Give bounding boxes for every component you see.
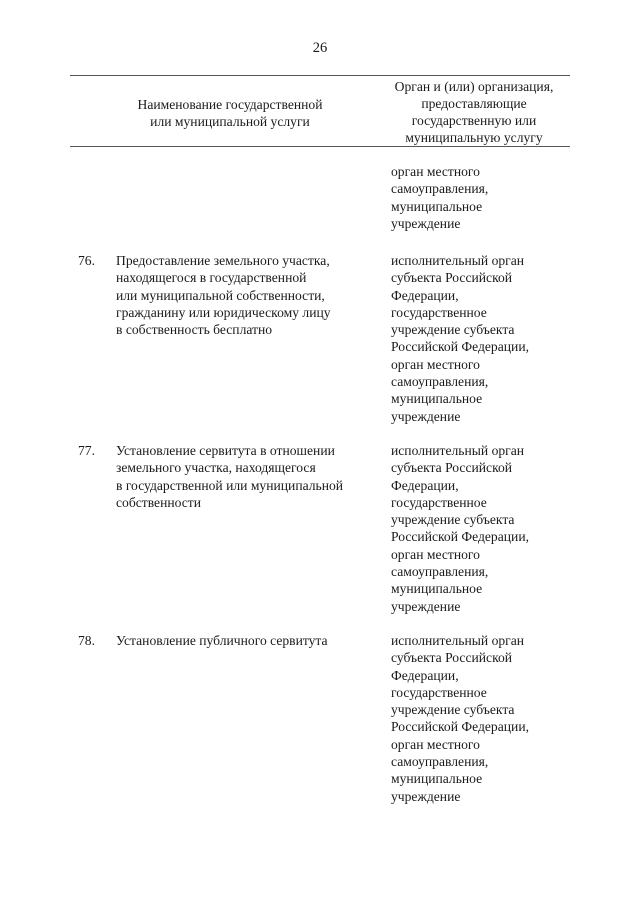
text-line: учреждение bbox=[391, 408, 461, 424]
text-line: орган местного bbox=[391, 164, 480, 179]
text-line: Федерации, bbox=[391, 477, 459, 493]
text-line: Установление публичного сервитута bbox=[116, 633, 328, 648]
text-line: исполнительный орган bbox=[391, 443, 525, 458]
text-line: государственное bbox=[391, 684, 487, 700]
column-header-service-name bbox=[95, 96, 365, 130]
text-line: Федерации, bbox=[391, 667, 459, 683]
header-line: муниципальную услугу bbox=[405, 130, 543, 145]
text-line: Российской Федерации, bbox=[391, 529, 529, 545]
text-line: субъекта Российской bbox=[391, 460, 513, 476]
text-line: муниципальное bbox=[391, 771, 483, 787]
table-header-top-rule bbox=[70, 75, 570, 76]
continuation-organization-cell bbox=[391, 163, 571, 232]
text-line: учреждение bbox=[391, 598, 461, 614]
header-line: Орган и (или) организация, bbox=[394, 79, 554, 94]
text-line: учреждение субъекта bbox=[391, 702, 515, 718]
text-line: земельного участка, находящегося bbox=[116, 460, 316, 476]
text-line: учреждение bbox=[391, 215, 461, 231]
table-row-76-organization-cell bbox=[391, 252, 571, 425]
text-line: орган местного bbox=[391, 546, 480, 562]
text-line: или муниципальной собственности, bbox=[116, 287, 325, 303]
table-header-bottom-rule bbox=[70, 146, 570, 147]
text-line: исполнительный орган bbox=[391, 253, 525, 268]
text-line: самоуправления, bbox=[391, 374, 489, 390]
text-line: учреждение субъекта bbox=[391, 512, 515, 528]
text-line: Российской Федерации, bbox=[391, 339, 529, 355]
text-line: Российской Федерации, bbox=[391, 719, 529, 735]
row-number: 77. bbox=[78, 443, 95, 458]
row-number: 78. bbox=[78, 633, 95, 648]
text-line: Федерации, bbox=[391, 287, 459, 303]
text-line: в государственной или муниципальной bbox=[116, 477, 344, 493]
text-line: собственности bbox=[116, 494, 202, 510]
header-line: Наименование государственной bbox=[137, 97, 323, 112]
table-row-78-organization-cell bbox=[391, 632, 571, 805]
text-line: орган местного bbox=[391, 356, 480, 372]
header-line: или муниципальной услуги bbox=[150, 114, 310, 129]
text-line: исполнительный орган bbox=[391, 633, 525, 648]
header-line: предоставляющие bbox=[421, 96, 527, 111]
table-row-77-organization-cell bbox=[391, 442, 571, 615]
text-line: муниципальное bbox=[391, 581, 483, 597]
text-line: находящегося в государственной bbox=[116, 270, 307, 286]
page-number: 26 bbox=[312, 40, 328, 56]
text-line: Предоставление земельного участка, bbox=[116, 253, 330, 268]
column-header-organization bbox=[380, 78, 568, 146]
text-line: субъекта Российской bbox=[391, 650, 513, 666]
text-line: учреждение субъекта bbox=[391, 322, 515, 338]
text-line: самоуправления, bbox=[391, 564, 489, 580]
header-line: государственную или bbox=[411, 113, 537, 128]
text-line: в собственность бесплатно bbox=[116, 322, 273, 338]
text-line: гражданину или юридическому лицу bbox=[116, 304, 331, 320]
text-line: государственное bbox=[391, 494, 487, 510]
text-line: государственное bbox=[391, 304, 487, 320]
text-line: учреждение bbox=[391, 788, 461, 804]
text-line: самоуправления, bbox=[391, 181, 489, 197]
text-line: муниципальное bbox=[391, 391, 483, 407]
row-number: 76. bbox=[78, 253, 95, 268]
text-line: субъекта Российской bbox=[391, 270, 513, 286]
text-line: Установление сервитута в отношении bbox=[116, 443, 335, 458]
text-line: самоуправления, bbox=[391, 754, 489, 770]
text-line: муниципальное bbox=[391, 198, 483, 214]
text-line: орган местного bbox=[391, 736, 480, 752]
